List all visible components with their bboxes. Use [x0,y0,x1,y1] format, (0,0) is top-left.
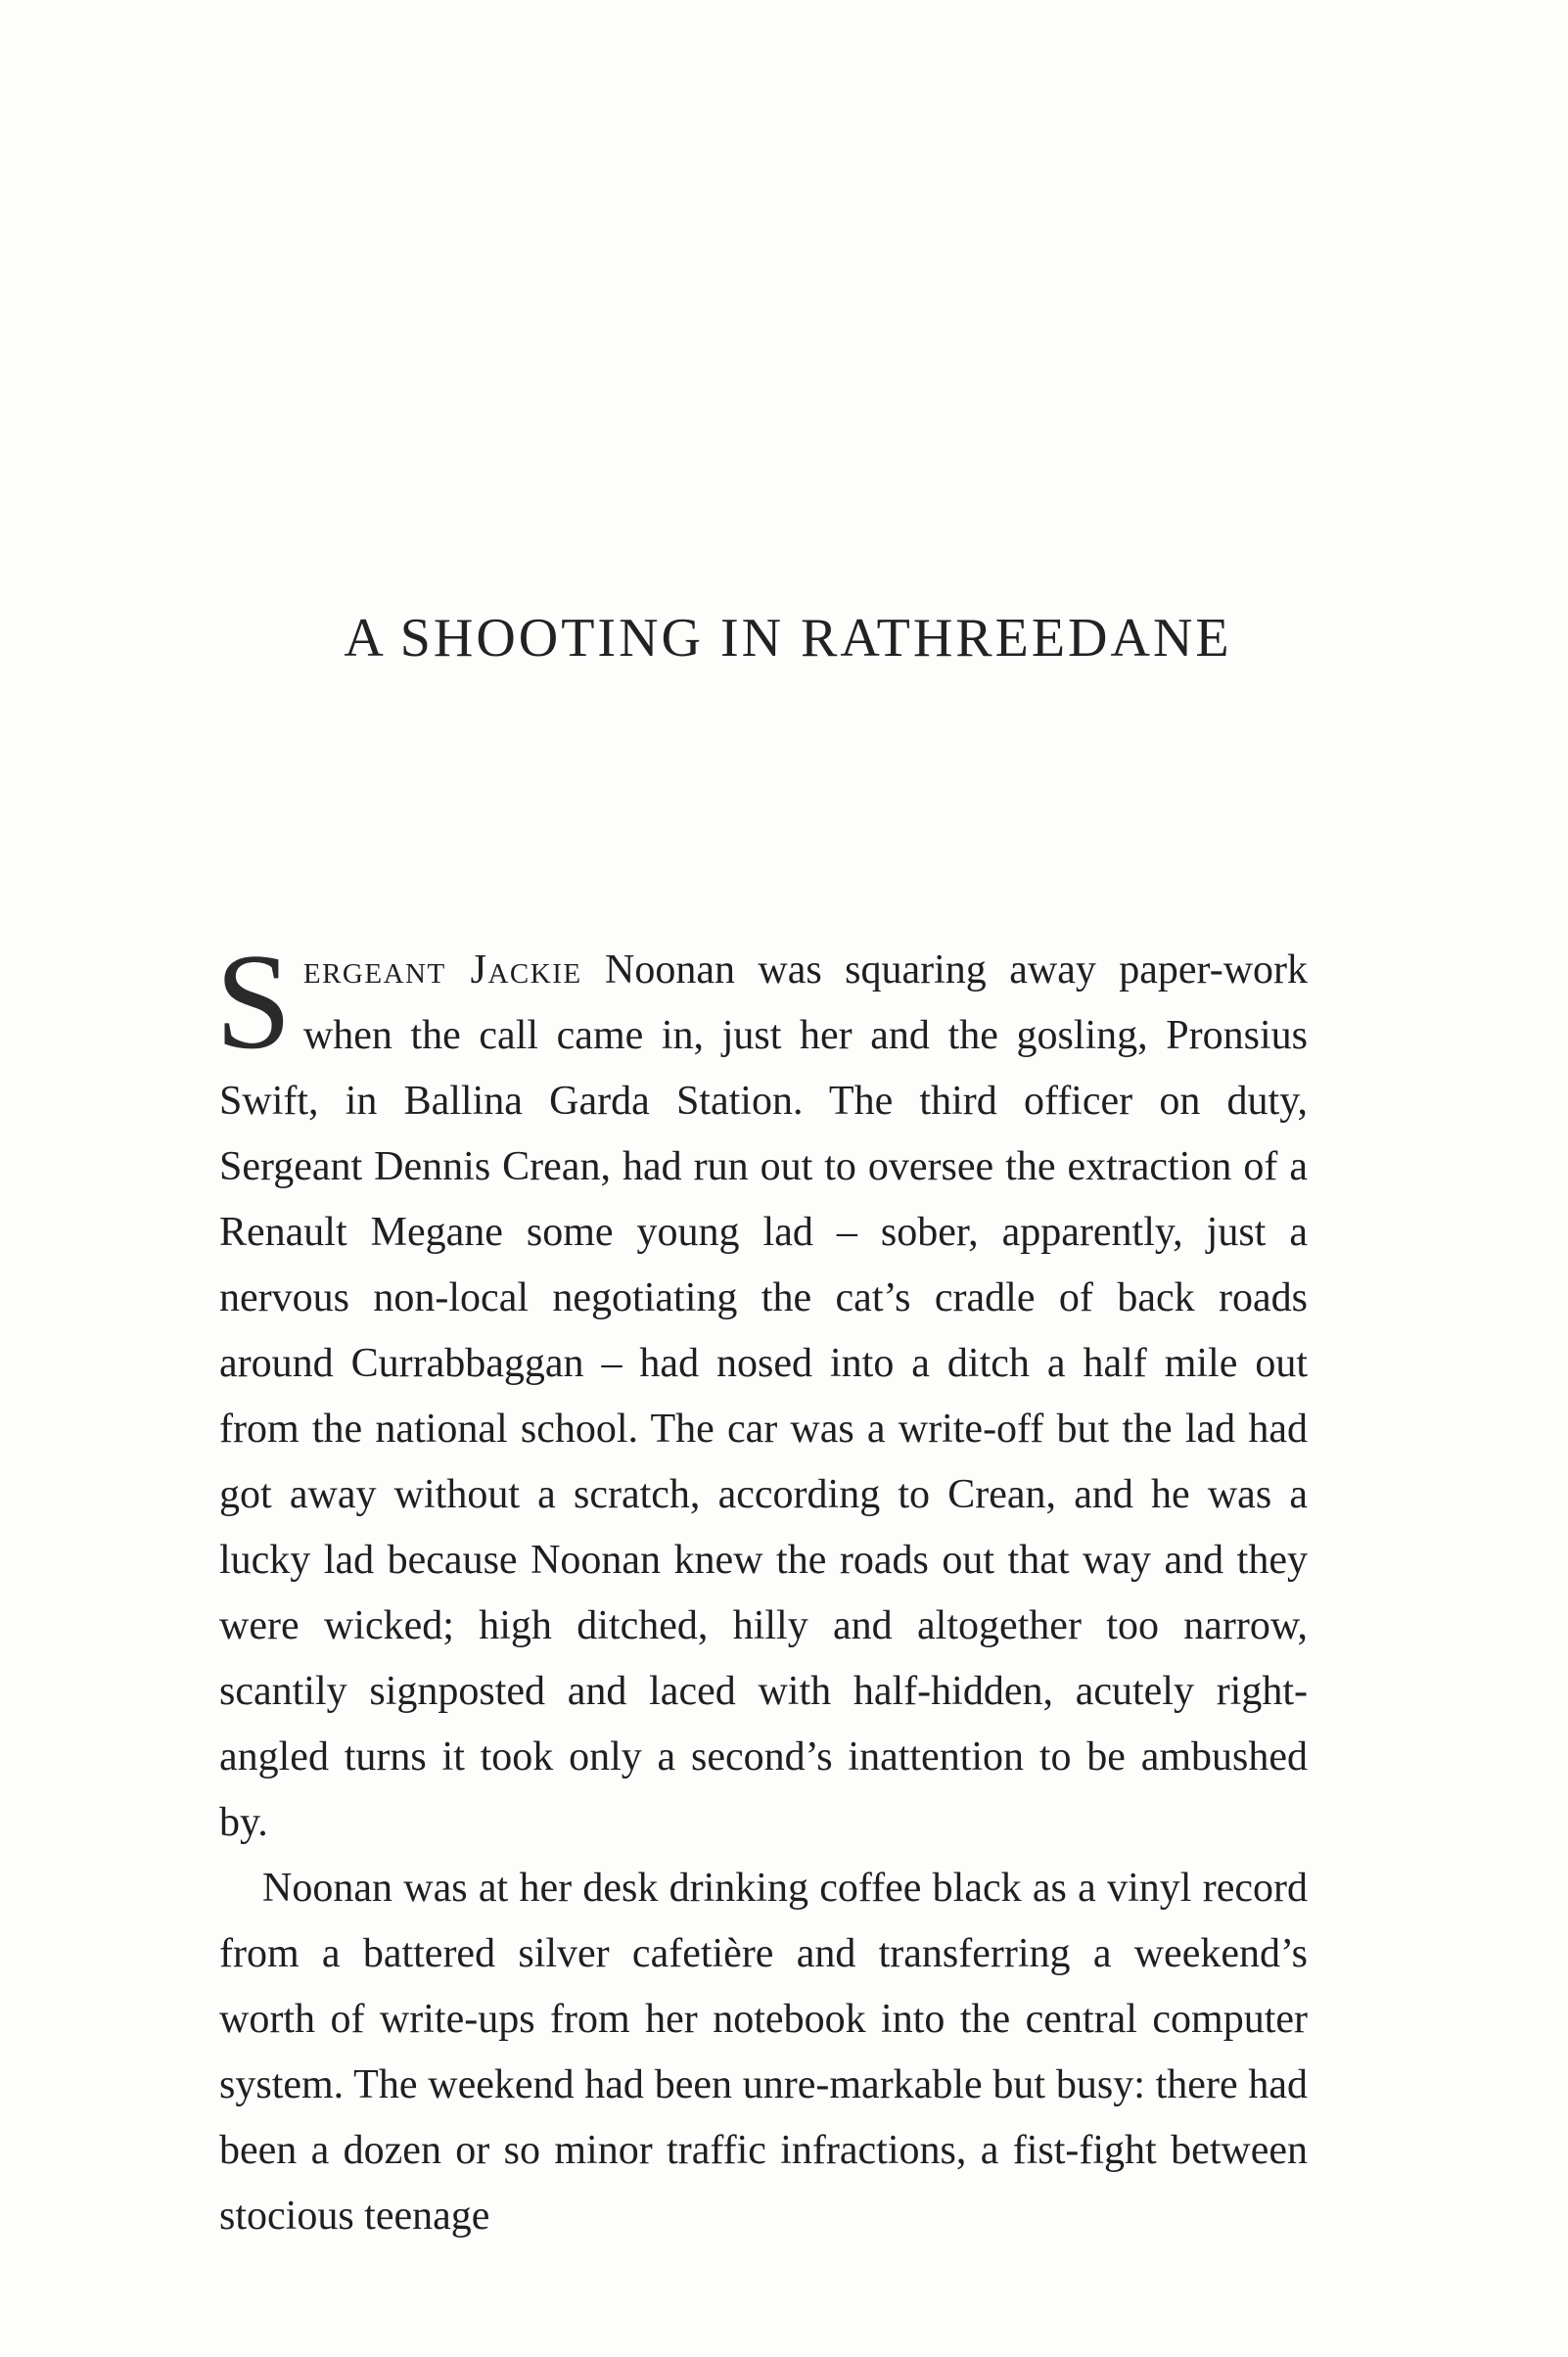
body-text [215,926,1309,2249]
drop-cap: S [215,926,292,1078]
paragraph-1-text: Noonan was squaring away paper-work when the call came in, just her and the gosling, Pronsius Swift, in Ballina Garda Station. The third officer on duty, Sergeant Dennis Crean, had run out to oversee the extraction of a Renault Megane some young lad – sober, apparently, just a nervous non-local negotiating the cat’s cradle of back roads around Currabbaggan – had nosed into a ditch a half mile out from the national school. The car was a write-off but the lad had got away without a scratch, according to Crean, and he was a lucky lad because Noonan knew the roads out that way and they were wicked; high ditched, hilly and altogether too narrow, scantily signposted and laced with half-hidden, acutely right-angled turns it took only a second’s inattention to be ambushed by. [219,947,1309,1845]
chapter-title: A SHOOTING IN RATHREEDANE [344,608,1232,669]
paragraph-2: Noonan was at her desk drinking coffee black as a vinyl record from a battered silver cafetière and transferring a weekend’s worth of write-ups from her notebook into the central computer system. The weekend had been unre-markable but busy: there had been a dozen or so minor traffic infractions, a fist-fight between stocious teenage [219,1866,1308,2239]
paragraph-1 [215,926,1309,1856]
lead-in-smallcaps: ergeant Jackie [302,947,582,993]
